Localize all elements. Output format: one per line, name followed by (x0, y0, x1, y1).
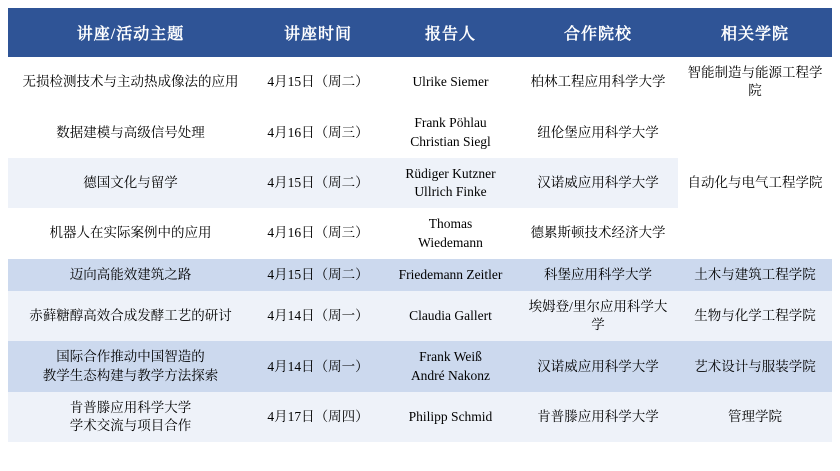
table-row (8, 291, 832, 341)
cell-speaker: Frank Weiß André Nakonz (383, 341, 518, 391)
cell-topic: 国际合作推动中国智造的 教学生态构建与教学方法探索 (8, 341, 253, 391)
column-header-topic: 讲座/活动主题 (8, 8, 253, 57)
cell-speaker: Claudia Gallert (383, 291, 518, 341)
table-row (8, 259, 832, 291)
cell-school: 埃姆登/里尔应用科学大 学 (518, 291, 678, 341)
table-row (8, 341, 832, 391)
cell-college: 智能制造与能源工程学院 (678, 57, 832, 107)
lecture-schedule-table (8, 8, 832, 442)
cell-time: 4月16日（周三） (253, 107, 383, 157)
cell-topic: 赤藓糖醇高效合成发酵工艺的研讨 (8, 291, 253, 341)
cell-topic: 肯普滕应用科学大学 学术交流与项目合作 (8, 392, 253, 442)
table-row (8, 57, 832, 107)
cell-school: 肯普滕应用科学大学 (518, 392, 678, 442)
cell-time: 4月15日（周二） (253, 57, 383, 107)
table-header (8, 8, 832, 57)
cell-college: 艺术设计与服装学院 (678, 341, 832, 391)
cell-time: 4月15日（周二） (253, 158, 383, 208)
cell-college: 土木与建筑工程学院 (678, 259, 832, 291)
cell-speaker: Frank Pöhlau Christian Siegl (383, 107, 518, 157)
cell-time: 4月17日（周四） (253, 392, 383, 442)
cell-college: 生物与化学工程学院 (678, 291, 832, 341)
cell-time: 4月16日（周三） (253, 208, 383, 258)
column-header-college: 相关学院 (678, 8, 832, 57)
cell-speaker: Philipp Schmid (383, 392, 518, 442)
column-header-school: 合作院校 (518, 8, 678, 57)
table-row (8, 107, 832, 157)
cell-speaker: Rüdiger Kutzner Ullrich Finke (383, 158, 518, 208)
cell-school: 汉诺威应用科学大学 (518, 341, 678, 391)
table-row (8, 392, 832, 442)
table-header-row (8, 8, 832, 57)
cell-school: 德累斯顿技术经济大学 (518, 208, 678, 258)
cell-school: 柏林工程应用科学大学 (518, 57, 678, 107)
cell-school: 汉诺威应用科学大学 (518, 158, 678, 208)
cell-time: 4月14日（周一） (253, 341, 383, 391)
cell-speaker: Friedemann Zeitler (383, 259, 518, 291)
cell-topic: 迈向高能效建筑之路 (8, 259, 253, 291)
table-body (8, 57, 832, 442)
cell-topic: 数据建模与高级信号处理 (8, 107, 253, 157)
cell-topic: 机器人在实际案例中的应用 (8, 208, 253, 258)
cell-topic: 无损检测技术与主动热成像法的应用 (8, 57, 253, 107)
cell-time: 4月14日（周一） (253, 291, 383, 341)
column-header-time: 讲座时间 (253, 8, 383, 57)
cell-topic: 德国文化与留学 (8, 158, 253, 208)
cell-speaker: Ulrike Siemer (383, 57, 518, 107)
cell-time: 4月15日（周二） (253, 259, 383, 291)
cell-speaker: Thomas Wiedemann (383, 208, 518, 258)
cell-school: 科堡应用科学大学 (518, 259, 678, 291)
cell-college: 管理学院 (678, 392, 832, 442)
cell-school: 纽伦堡应用科学大学 (518, 107, 678, 157)
cell-college-merged: 自动化与电气工程学院 (678, 107, 832, 258)
column-header-speaker: 报告人 (383, 8, 518, 57)
